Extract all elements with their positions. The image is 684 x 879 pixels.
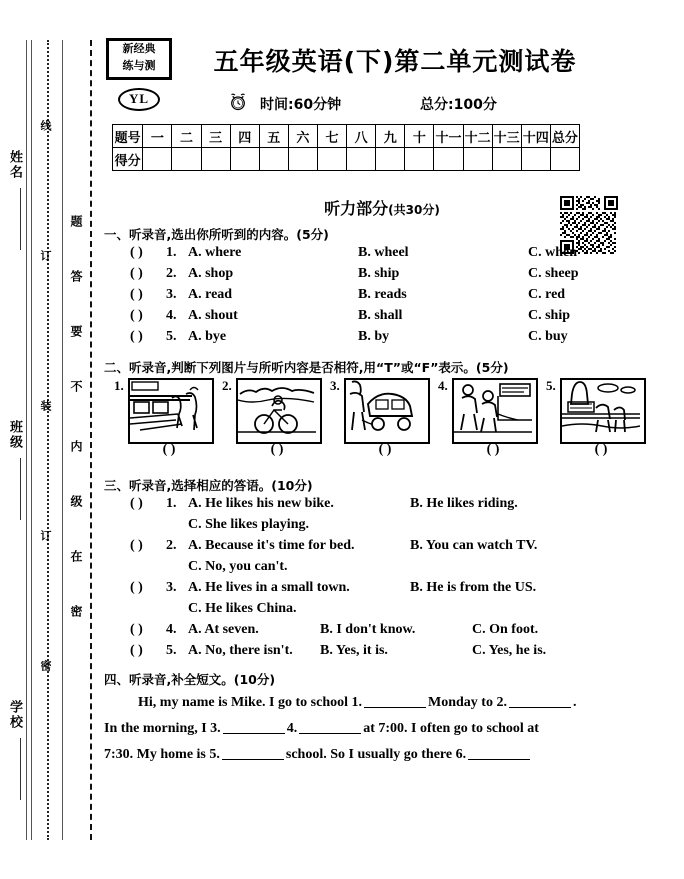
- listening-part-score: (共30分): [388, 203, 440, 217]
- option-a[interactable]: A. Because it's time for bed.: [188, 538, 355, 553]
- score-cell-10[interactable]: [405, 148, 434, 171]
- score-col-6: 六: [288, 125, 317, 148]
- picture-answer-blank[interactable]: ( ): [486, 442, 500, 457]
- passage-line1-c: .: [572, 695, 577, 710]
- field-name-rule: [20, 188, 21, 250]
- margin-phrase-char-5: 内: [69, 440, 83, 454]
- passage-line2-b: 4.: [286, 721, 298, 736]
- picture-number: 4.: [438, 378, 448, 393]
- picture-answer-blank[interactable]: ( ): [378, 442, 392, 457]
- option-b[interactable]: B. ship: [358, 266, 400, 281]
- seal-mark-zhuang: 装: [39, 400, 52, 413]
- answer-blank[interactable]: ( ): [130, 329, 143, 344]
- question-number: 4.: [166, 308, 177, 323]
- field-school-label: 学校: [7, 700, 22, 730]
- margin-rule-outer: [26, 40, 27, 840]
- page-title: 五年级英语(下)第二单元测试卷: [213, 47, 577, 76]
- option-b[interactable]: B. He likes riding.: [410, 496, 518, 511]
- logo-line-1: 新经典: [122, 42, 156, 55]
- margin-phrase-char-8: 密: [69, 605, 83, 619]
- score-cell-5[interactable]: [259, 148, 288, 171]
- option-c[interactable]: C. sheep: [528, 266, 579, 281]
- passage-blank-1[interactable]: [364, 707, 426, 708]
- question-number: 1.: [166, 496, 177, 511]
- passage-line3-b: school. So I usually go there 6.: [285, 747, 467, 762]
- picture-river-boat: [560, 378, 646, 444]
- option-b[interactable]: B. shall: [358, 308, 403, 323]
- question-row: [104, 580, 660, 601]
- question-row: [104, 266, 660, 287]
- option-a[interactable]: A. He lives in a small town.: [188, 580, 350, 595]
- section-1-heading: 一、听录音,选出你所听到的内容。(5分): [104, 227, 329, 242]
- answer-blank[interactable]: ( ): [130, 580, 143, 595]
- passage-line3-a: 7:30. My home is 5.: [104, 747, 220, 762]
- score-cell-12[interactable]: [463, 148, 492, 171]
- field-school-rule: [20, 738, 21, 800]
- option-c[interactable]: C. red: [528, 287, 566, 302]
- seal-mark-ding: 订: [39, 250, 52, 263]
- answer-blank[interactable]: ( ): [130, 538, 143, 553]
- margin-phrase-char-6: 级: [69, 495, 83, 509]
- passage-blank-2[interactable]: [509, 707, 571, 708]
- score-col-11: 十一: [434, 125, 463, 148]
- score-table-header-row: [113, 125, 580, 148]
- option-a[interactable]: A. shout: [188, 308, 238, 323]
- option-b[interactable]: B. Yes, it is.: [320, 643, 388, 658]
- answer-blank[interactable]: ( ): [130, 496, 143, 511]
- score-cell-8[interactable]: [347, 148, 376, 171]
- option-c[interactable]: C. Yes, he is.: [472, 643, 547, 658]
- passage-blank-6[interactable]: [468, 759, 530, 760]
- score-cell-14[interactable]: [521, 148, 550, 171]
- question-number: 1.: [166, 245, 177, 260]
- picture-judgement-strip: [104, 378, 660, 470]
- field-name-label: 姓名: [7, 150, 22, 180]
- question-number: 5.: [166, 643, 177, 658]
- margin-phrase-char-7: 在: [69, 550, 83, 564]
- score-col-7: 七: [317, 125, 346, 148]
- picture-number: 5.: [546, 378, 556, 393]
- option-a[interactable]: A. read: [188, 287, 233, 302]
- option-b[interactable]: B. wheel: [358, 245, 409, 260]
- option-c[interactable]: C. ship: [528, 308, 571, 323]
- margin-rule-inner: [62, 40, 63, 840]
- question-number: 3.: [166, 580, 177, 595]
- score-col-8: 八: [347, 125, 376, 148]
- margin-rule-outer2: [31, 40, 32, 840]
- logo-line-2: 练与测: [122, 59, 156, 72]
- section-4-heading: 四、听录音,补全短文。(10分): [104, 672, 276, 687]
- picture-boarding-train: [128, 378, 214, 444]
- score-cell-3[interactable]: [201, 148, 230, 171]
- answer-blank[interactable]: ( ): [130, 287, 143, 302]
- option-c[interactable]: C. No, you can't.: [188, 559, 288, 574]
- answer-blank[interactable]: ( ): [130, 308, 143, 323]
- score-table-row-label-2: 得分: [113, 148, 143, 171]
- option-a[interactable]: A. bye: [188, 329, 227, 344]
- option-c[interactable]: C. He likes China.: [188, 601, 297, 616]
- picture-number: 3.: [330, 378, 340, 393]
- edition-badge: YL: [118, 88, 160, 111]
- question-row-cont: [104, 517, 660, 538]
- score-table: [112, 124, 580, 171]
- passage-blank-3[interactable]: [223, 733, 285, 734]
- score-col-10: 十: [405, 125, 434, 148]
- passage-line2-c: at 7:00. I often go to school at: [363, 721, 539, 736]
- answer-blank[interactable]: ( ): [130, 622, 143, 637]
- margin-phrase-char-3: 要: [69, 325, 83, 339]
- margin-dotted-rule: [47, 40, 49, 840]
- picture-number: 2.: [222, 378, 232, 393]
- question-row: [104, 287, 660, 308]
- option-c[interactable]: C. when: [528, 245, 578, 260]
- question-row: [104, 308, 660, 329]
- margin-phrase-char-1: 题: [69, 215, 83, 229]
- option-b[interactable]: B. I don't know.: [320, 622, 416, 637]
- option-a[interactable]: A. shop: [188, 266, 234, 281]
- margin-phrase-char-4: 不: [69, 380, 83, 394]
- score-col-5: 五: [259, 125, 288, 148]
- score-cell-6[interactable]: [288, 148, 317, 171]
- publisher-logo-stamp: [106, 38, 172, 80]
- question-number: 5.: [166, 329, 177, 344]
- section-2-heading: 二、听录音,判断下列图片与所听内容是否相符,用“T”或“F”表示。(5分): [104, 360, 509, 375]
- score-cell-4[interactable]: [230, 148, 259, 171]
- option-c[interactable]: C. buy: [528, 329, 568, 344]
- picture-number: 1.: [114, 378, 124, 393]
- alarm-clock-icon: [228, 92, 248, 116]
- question-row: [104, 329, 660, 350]
- picture-walking-street: [452, 378, 538, 444]
- score-cell-2[interactable]: [172, 148, 201, 171]
- score-col-14: 十四: [521, 125, 550, 148]
- option-c[interactable]: C. On foot.: [472, 622, 539, 637]
- picture-answer-blank[interactable]: ( ): [162, 442, 176, 457]
- seal-mark-xian: 线: [39, 120, 52, 133]
- score-col-2: 二: [172, 125, 201, 148]
- question-row: [104, 643, 660, 664]
- score-table-input-row: [113, 148, 580, 171]
- option-b[interactable]: B. by: [358, 329, 390, 344]
- option-c[interactable]: C. She likes playing.: [188, 517, 309, 532]
- question-row-cont: [104, 601, 660, 622]
- exam-content: [104, 196, 660, 768]
- answer-blank[interactable]: ( ): [130, 266, 143, 281]
- score-col-3: 三: [201, 125, 230, 148]
- exam-duration: 时间:60分钟: [260, 97, 342, 113]
- score-cell-13[interactable]: [492, 148, 521, 171]
- margin-phrase-char-2: 答: [69, 270, 83, 284]
- score-table-row-label-1: 题号: [113, 125, 143, 148]
- field-class-rule: [20, 458, 21, 520]
- question-number: 2.: [166, 266, 177, 281]
- question-row-cont: [104, 559, 660, 580]
- score-cell-11[interactable]: [434, 148, 463, 171]
- option-a[interactable]: A. At seven.: [188, 622, 259, 637]
- question-row: [104, 245, 660, 266]
- field-class-label: 班级: [7, 420, 22, 450]
- seal-mark-ding2: 订: [39, 530, 52, 543]
- passage-line1-a: Hi, my name is Mike. I go to school 1.: [138, 695, 362, 710]
- score-cell-1[interactable]: [143, 148, 172, 171]
- picture-answer-blank[interactable]: ( ): [594, 442, 608, 457]
- picture-person-with-car: [344, 378, 430, 444]
- picture-riding-bike: [236, 378, 322, 444]
- score-col-9: 九: [376, 125, 405, 148]
- section-3-heading: 三、听录音,选择相应的答语。(10分): [104, 478, 313, 493]
- passage-blank-4[interactable]: [299, 733, 361, 734]
- seal-mark-mi: 密: [39, 660, 52, 673]
- score-cell-9[interactable]: [376, 148, 405, 171]
- score-col-1: 一: [143, 125, 172, 148]
- exam-total-score: 总分:100分: [420, 97, 497, 113]
- score-cell-total[interactable]: [550, 148, 579, 171]
- option-b[interactable]: B. reads: [358, 287, 407, 302]
- score-col-13: 十三: [492, 125, 521, 148]
- question-number: 2.: [166, 538, 177, 553]
- option-b[interactable]: B. He is from the US.: [410, 580, 537, 595]
- question-row: [104, 496, 660, 517]
- answer-blank[interactable]: ( ): [130, 643, 143, 658]
- option-a[interactable]: A. He likes his new bike.: [188, 496, 334, 511]
- passage-line2-a: In the morning, I 3.: [104, 721, 221, 736]
- option-b[interactable]: B. You can watch TV.: [410, 538, 538, 553]
- passage-blank-5[interactable]: [222, 759, 284, 760]
- question-number: 4.: [166, 622, 177, 637]
- picture-answer-blank[interactable]: ( ): [270, 442, 284, 457]
- score-col-4: 四: [230, 125, 259, 148]
- option-a[interactable]: A. No, there isn't.: [188, 643, 293, 658]
- answer-blank[interactable]: ( ): [130, 245, 143, 260]
- question-number: 3.: [166, 287, 177, 302]
- cloze-passage: [104, 690, 660, 768]
- score-col-12: 十二: [463, 125, 492, 148]
- passage-line1-b: Monday to 2.: [428, 695, 507, 710]
- option-a[interactable]: A. where: [188, 245, 242, 260]
- score-col-total: 总分: [550, 125, 579, 148]
- exam-meta-row: [180, 92, 640, 114]
- margin-dashed-rule: [90, 40, 92, 840]
- listening-part-label: 听力部分: [324, 199, 389, 218]
- score-cell-7[interactable]: [317, 148, 346, 171]
- question-row: [104, 622, 660, 643]
- question-row: [104, 538, 660, 559]
